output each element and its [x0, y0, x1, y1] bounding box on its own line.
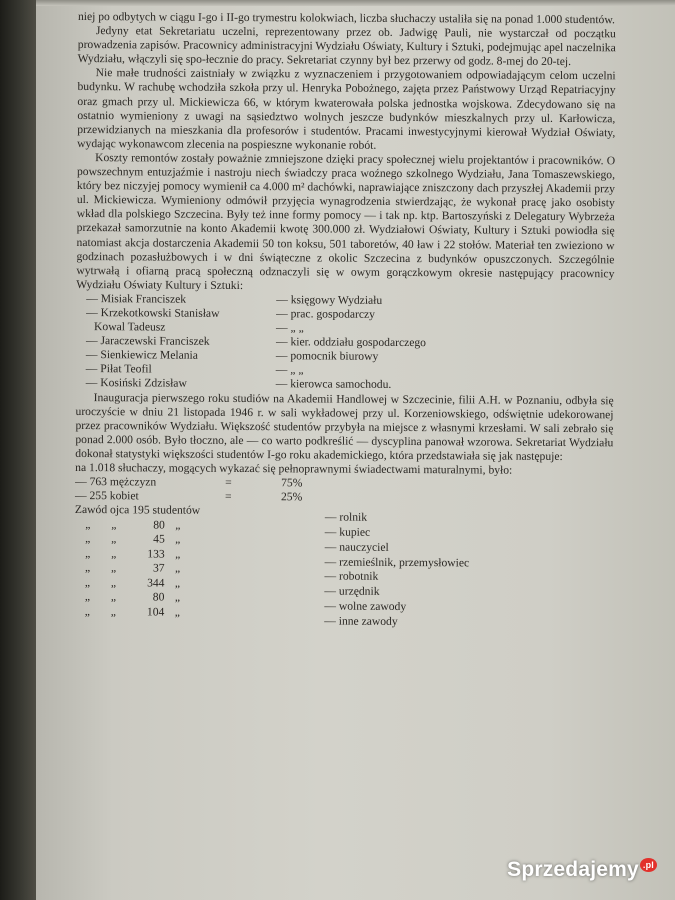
gender-percent: 75% — [281, 476, 303, 490]
paragraph-building: Nie małe trudności zaistniały w związku z wyznaczeniem i przygotowaniem odpowiadającym celom uczelni budynku. W rachubę wchodziła szkoła przy ul. Henryka Pobożnego, zajęta przez Państwowy Urząd Repatriacyjny oraz gmach przy ul. Mickiewicza 66, w którym kwaterowała polska jednostka wojskowa. Zdecydowano się na ostatnio wymieniony z uwagi na sąsiedztwo wolnych jeszcze budynków mieszkalnych przy ul. Karłowicza, przewidzianych na mieszkania dla profesorów i studentów. Pracami inwestycyjnymi kierował Wydział Oświaty, wydając wykonawcom zlecenia na pospieszne wykonanie robót. — [77, 66, 616, 152]
paragraph-renovation: Koszty remontów zostały poważnie zmniejszone dzięki pracy społecznej wielu projektantów i pracowników. O powszechnym entuzjaźmie i nastroju niech świadczy praca woźnego szkolnego Wydziału, Jana Tomaszewskiego, który bez niczyjej pomocy wymienił ca 4.000 m² dachówki, naprawiające zniszczony dach przyszłej Akademii przy ul. Mickiewicza. Wymieniony odmówił przyjęcia wynagrodzenia stwierdzając, że wykonał pracę jako osobisty wkład dla polskiego Szczecina. Były też inne formy pomocy — i tak np. ktp. Bartoszyński z Delegatury Wybrzeża przekazał samorzutnie na konto Akademii kwotę 300.000 zł. Wydziałowi Oświaty, Kultury i Sztuki powiodła się natomiast akcja dostarczenia Akademii 50 ton koksu, 501 taboretów, 40 ław i 22 stołów. Materiał ten zwieziono w godzinach pozasłużbowych i w dni świąteczne z okolic Szczecina z budynków opuszczonych. Szczególnie wytrwałą i ofiarną pracą społeczną odznaczyli się w owym gorączkowym okresie następujący pracownicy Wydziału Oświaty Kultury i Sztuki: — [76, 151, 616, 292]
staff-name: — Kosiński Zdzisław — [85, 376, 187, 391]
staff-role: — „ „ — [275, 363, 304, 377]
occupation-label: — nauczyciel — [324, 540, 389, 554]
site-watermark — [507, 858, 657, 882]
staff-list — [76, 292, 615, 394]
book-page — [36, 0, 675, 900]
occupation-count-row: „ „ 37 „ — [84, 561, 181, 575]
occupation-labels — [324, 511, 565, 631]
staff-role: — księgowy Wydziału — [276, 293, 383, 307]
staff-role: — pomocnik biurowy — [275, 349, 379, 364]
occupation-counts — [74, 503, 275, 620]
staff-name: — Misiak Franciszek — [86, 291, 187, 306]
occupation-label: — urzędnik — [324, 584, 380, 599]
occupation-count: 80 — [153, 518, 165, 532]
watermark-badge: .pl — [640, 858, 657, 872]
occupation-header: Zawód ojca 195 studentów — [74, 503, 201, 518]
occupation-count-row: „ „ 133 „ — [85, 546, 181, 561]
occupation-count: 344 — [147, 576, 165, 590]
staff-name: — Jaraczewski Franciszek — [85, 334, 210, 348]
occupation-label: — wolne zawody — [324, 599, 407, 614]
paragraph-secretariat: Jedyny etat Sekretariatu uczelni, reprezentowany przez ob. Jadwigę Pauli, nie wystarczał od początku prowadzenia zapisów. Pracownicy administracyjni Wydziału Oświaty, Kultury i Sztuki, podejmując apel naczelnika Wydziału, włączyli się spo-łecznie do pracy. Sekretariat czynny był bez przerwy od godz. 8-mej do 20-tej. — [77, 24, 616, 69]
occupation-count: 80 — [152, 590, 165, 604]
occupation-count: 133 — [147, 547, 165, 561]
occupation-count-row: „ „ 80 „ — [85, 517, 181, 532]
equals-sign: = — [224, 490, 232, 504]
watermark-text: Sprzedajemy — [507, 858, 639, 881]
page-text — [74, 10, 616, 642]
occupation-count: 37 — [152, 561, 165, 575]
occupation-count-row: „ „ 344 „ — [84, 575, 181, 590]
paragraph-inauguration: Inauguracja pierwszego roku studiów na Akademii Handlowej w Szczecinie, filii A.H. w Poznaniu, odbyła się uroczyście w dniu 21 listopada 1946 r. w sali wykładowej przy ul. Korzeniowskiego, odświętnie udekorowanej przez pracowników Wydziału. Większość studentów przybyła na miejsce z własnymi krzesłami. W sali zebrało się ponad 2.000 osób. Było tłoczno, ale — co warto podkreślić — dyscyplina panował wzorowa. Sekretariat Wydziału dokonał statystyki większości studentów I-go roku akademickiego, która przedstawiała się jak następuje: — [75, 390, 614, 463]
occupation-count-row: „ „ 45 „ — [85, 532, 181, 546]
staff-role: — „ „ — [276, 321, 304, 335]
staff-role: — prac. gospodarczy — [276, 307, 376, 321]
paragraph-continuation: niej po odbytych w ciągu I-go i II-go trymestru kolokwiach, liczba słuchaczy ustaliła się na ponad 1.000 studentów. — [77, 10, 615, 27]
equals-sign: = — [225, 476, 232, 490]
gender-percent: 25% — [280, 490, 303, 504]
book-spine — [0, 0, 40, 900]
occupation-count: 45 — [153, 532, 165, 546]
staff-role: — kier. oddziału gospodarczego — [275, 335, 427, 350]
occupation-label: — rolnik — [324, 510, 368, 525]
occupation-count: 104 — [146, 605, 165, 619]
gender-label: — 763 mężczyzn — [75, 475, 157, 489]
occupation-count-row: „ „ 80 „ — [84, 590, 181, 604]
page-top-edge — [36, 0, 675, 6]
occupation-label: — robotnik — [324, 569, 379, 584]
gender-stats — [75, 475, 613, 506]
staff-name: Kowal Tadeusz — [94, 320, 166, 334]
occupation-label: — rzemieślnik, przemysłowiec — [324, 555, 470, 570]
staff-name: — Krzekotkowski Stanisław — [86, 306, 220, 320]
staff-role: — kierowca samochodu. — [275, 377, 392, 392]
staff-name: — Piłat Teofil — [85, 362, 152, 376]
occupation-label: — kupiec — [324, 525, 371, 539]
occupation-count-row: „ „ 104 „ — [84, 604, 180, 619]
occupation-stats — [74, 503, 613, 641]
occupation-label: — inne zawody — [324, 614, 398, 628]
gender-label: — 255 kobiet — [74, 489, 139, 503]
paragraph-students-count: na 1.018 słuchaczy, mogących wykazać się pełnoprawnymi świadectwami maturalnymi, było: — [75, 460, 513, 477]
staff-name: — Sienkiewicz Melania — [85, 348, 198, 362]
